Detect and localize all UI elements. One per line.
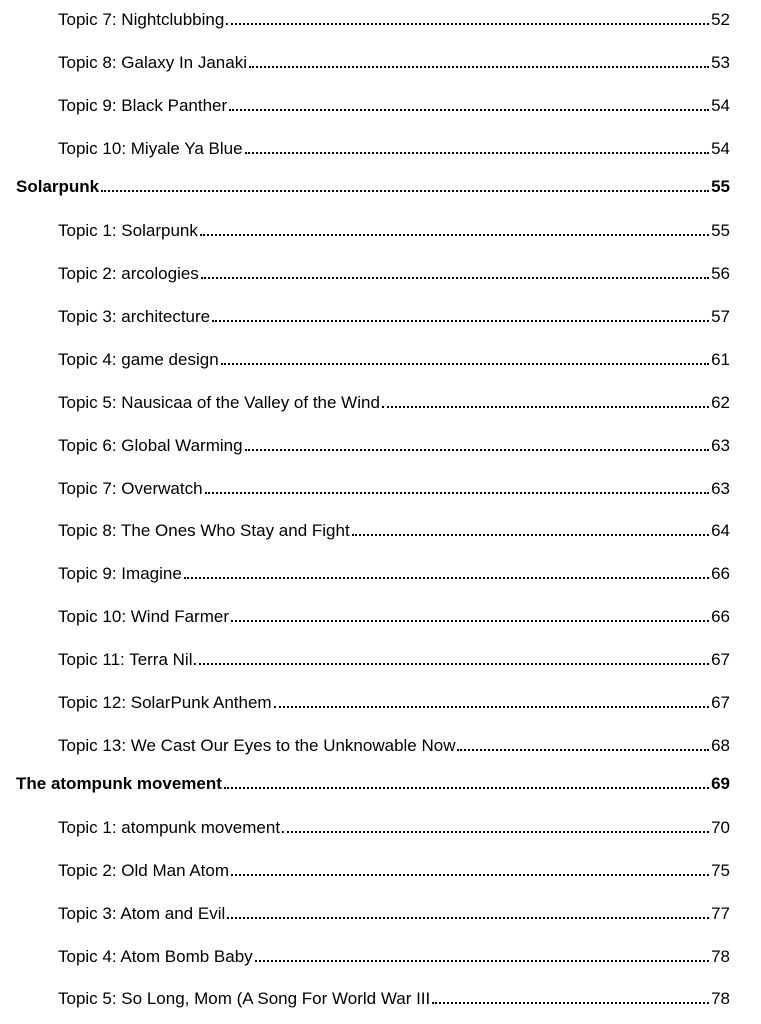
toc-entry-title: Topic 6: Global Warming: [58, 436, 243, 455]
toc-dot-leader: [224, 787, 709, 789]
toc-entry-title: Topic 9: Imagine: [58, 564, 182, 583]
toc-dot-leader: [101, 190, 709, 192]
toc-entry-page: 67: [711, 693, 730, 712]
toc-entry-page: 52: [711, 10, 730, 29]
toc-dot-leader: [274, 706, 710, 708]
toc-entry-title: Topic 4: Atom Bomb Baby: [58, 947, 253, 966]
toc-dot-leader: [205, 492, 710, 494]
toc-entry[interactable]: [58, 734, 730, 758]
toc-entry[interactable]: [58, 391, 730, 415]
toc-dot-leader: [245, 449, 710, 451]
toc-entry-page: 62: [711, 393, 730, 412]
toc-entry-title: Topic 1: Solarpunk: [58, 221, 198, 240]
toc-entry-page: 66: [711, 607, 730, 626]
toc-entry[interactable]: [58, 987, 730, 1011]
toc-dot-leader: [457, 749, 709, 751]
toc-dot-leader: [221, 363, 709, 365]
toc-entry[interactable]: [58, 562, 730, 586]
toc-entry-title: Topic 11: Terra Nil: [58, 650, 193, 669]
toc-entry-title: Topic 4: game design: [58, 350, 219, 369]
toc-section-heading[interactable]: [16, 175, 730, 199]
toc-entry[interactable]: [58, 94, 730, 118]
toc-entry[interactable]: [58, 434, 730, 458]
toc-dot-leader: [229, 109, 709, 111]
toc-entry-page: 77: [711, 904, 730, 923]
toc-entry-page: 63: [711, 436, 730, 455]
toc-entry-page: 78: [711, 989, 730, 1008]
toc-entry-page: 70: [711, 818, 730, 837]
toc-entry-page: 61: [711, 350, 730, 369]
toc-entry-page: 75: [711, 861, 730, 880]
toc-entry-page: 54: [711, 96, 730, 115]
toc-dot-leader: [245, 152, 709, 154]
toc-dot-leader: [231, 620, 709, 622]
toc-entry-title: Topic 3: Atom and Evil: [58, 904, 226, 923]
toc-entry-page: 63: [711, 479, 730, 498]
toc-entry[interactable]: [58, 348, 730, 372]
toc-dot-leader: [184, 577, 709, 579]
toc-entry-title: Topic 8: The Ones Who Stay and Fight: [58, 521, 350, 540]
toc-entry-title: Topic 9: Black Panther: [58, 96, 228, 115]
toc-entry[interactable]: [58, 219, 730, 243]
toc-entry[interactable]: [58, 902, 730, 926]
toc-entry[interactable]: [58, 648, 730, 672]
toc-entry-page: 67: [711, 650, 730, 669]
toc-entry-page: 57: [711, 307, 730, 326]
toc-entry-page: 56: [711, 264, 730, 283]
toc-dot-leader: [432, 1002, 709, 1004]
toc-entry-page: 68: [711, 736, 730, 755]
toc-entry-title: Topic 13: We Cast Our Eyes to the Unknowable Now: [58, 736, 456, 755]
toc-section-title: Solarpunk: [16, 177, 100, 196]
toc-entry-title: Topic 2: Old Man Atom: [58, 861, 230, 880]
toc-entry-title: Topic 12: SolarPunk Anthem: [58, 693, 272, 712]
toc-entry-title: Topic 10: Wind Farmer: [58, 607, 229, 626]
toc-dot-leader: [201, 277, 709, 279]
toc-entry[interactable]: [58, 605, 730, 629]
toc-entry-page: 78: [711, 947, 730, 966]
toc-entry-title: Topic 2: arcologies: [58, 264, 199, 283]
toc-entry-title: Topic 5: So Long, Mom (A Song For World War III: [58, 989, 431, 1008]
toc-section-heading[interactable]: [16, 772, 730, 796]
toc-dot-leader: [282, 831, 709, 833]
toc-dot-leader: [200, 234, 709, 236]
toc-entry-title: Topic 5: Nausicaa of the Valley of the Wind: [58, 393, 380, 412]
toc-entry[interactable]: [58, 8, 730, 32]
toc-entry[interactable]: [58, 51, 730, 75]
toc-entry-title: Topic 8: Galaxy In Janaki: [58, 53, 247, 72]
toc-entry[interactable]: [58, 477, 730, 501]
toc-dot-leader: [231, 874, 709, 876]
toc-section-page: 55: [711, 177, 730, 196]
toc-entry[interactable]: [58, 816, 730, 840]
toc-dot-leader: [255, 960, 709, 962]
toc-entry-page: 53: [711, 53, 730, 72]
toc-entry[interactable]: [58, 945, 730, 969]
toc-entry-title: Topic 10: Miyale Ya Blue: [58, 139, 243, 158]
toc-dot-leader: [382, 406, 709, 408]
toc-entry[interactable]: [58, 305, 730, 329]
toc-entry[interactable]: [58, 859, 730, 883]
toc-dot-leader: [227, 917, 709, 919]
toc-entry-title: Topic 1: atompunk movement: [58, 818, 281, 837]
toc-entry[interactable]: [58, 691, 730, 715]
toc-entry-title: Topic 7: Overwatch: [58, 479, 203, 498]
toc-dot-leader: [352, 534, 709, 536]
toc-dot-leader: [194, 663, 709, 665]
toc-entry[interactable]: [58, 519, 730, 543]
toc-entry-page: 55: [711, 221, 730, 240]
toc-entry-title: Topic 7: Nightclubbing: [58, 10, 225, 29]
toc-dot-leader: [249, 66, 709, 68]
toc-entry-title: Topic 3: architecture: [58, 307, 211, 326]
toc-dot-leader: [226, 23, 709, 25]
toc-entry[interactable]: [58, 137, 730, 161]
toc-section-title: The atompunk movement: [16, 774, 222, 793]
toc-entry[interactable]: [58, 262, 730, 286]
toc-entry-page: 64: [711, 521, 730, 540]
toc-dot-leader: [212, 320, 709, 322]
toc-section-page: 69: [711, 774, 730, 793]
toc-entry-page: 66: [711, 564, 730, 583]
toc-entry-page: 54: [711, 139, 730, 158]
